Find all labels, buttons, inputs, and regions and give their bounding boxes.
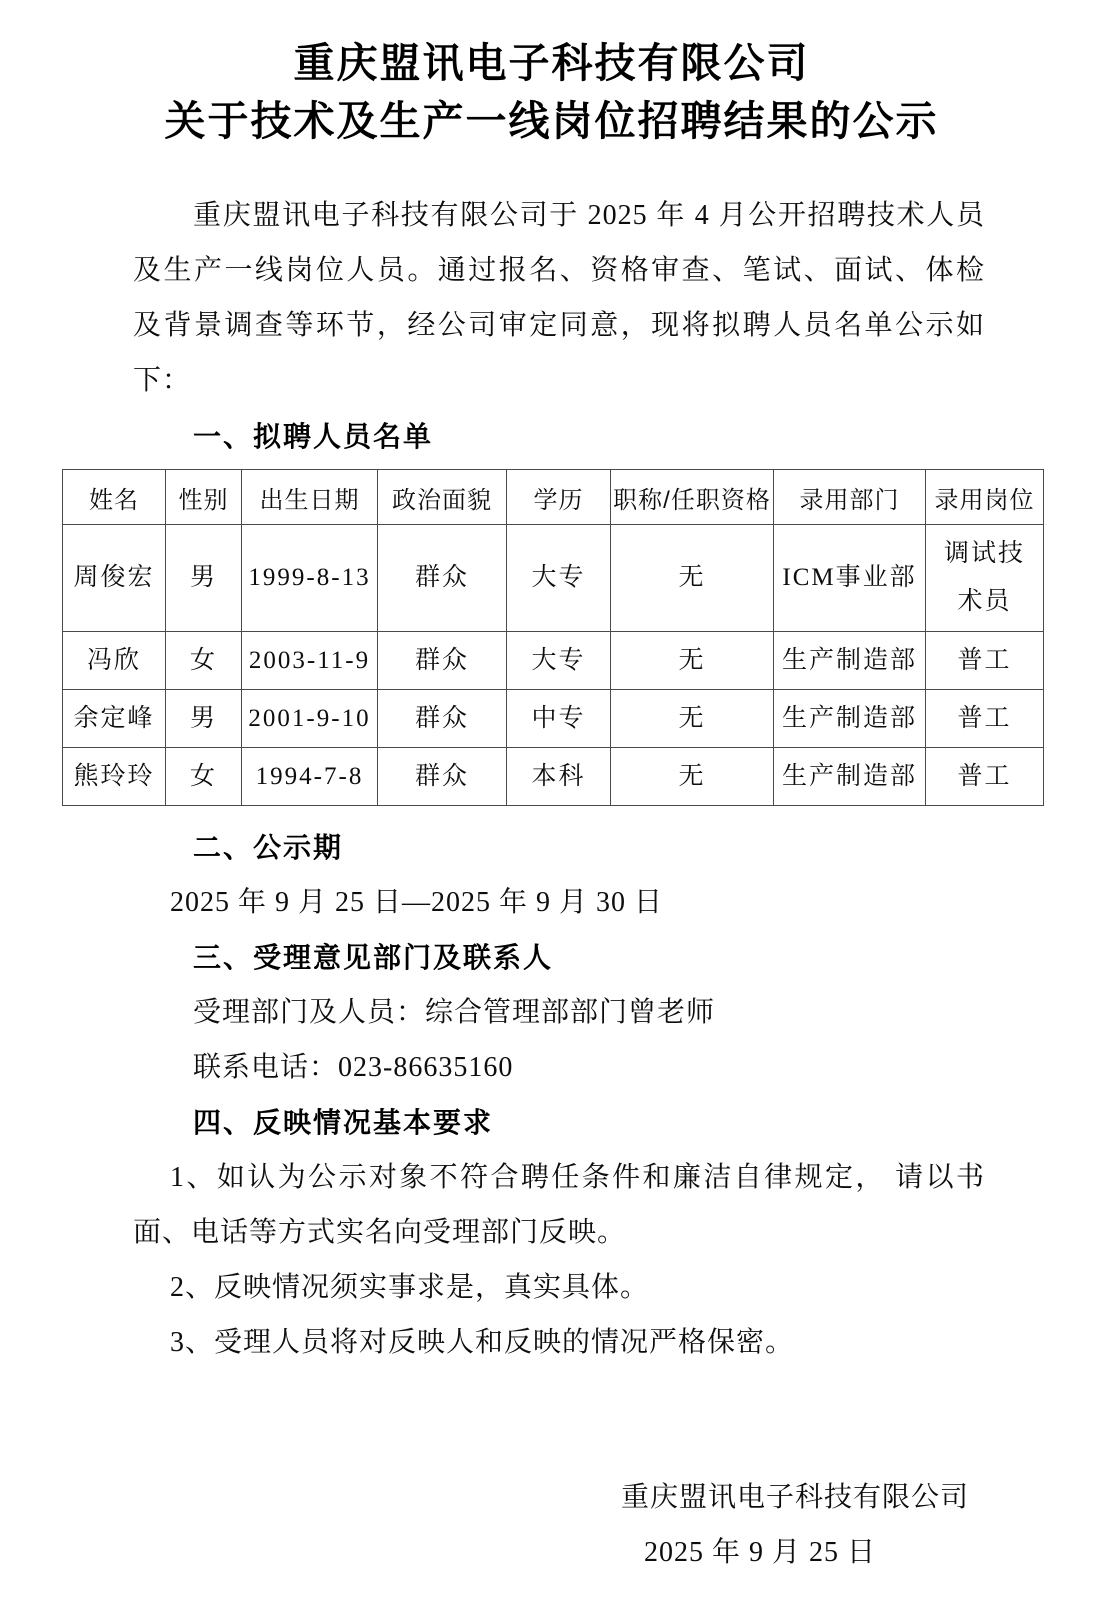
table-cell-gender: 女	[166, 632, 242, 690]
table-cell-department: 生产制造部	[774, 748, 926, 806]
table-header-cell: 录用部门	[774, 470, 926, 525]
dept-contact-line: 受理部门及人员：综合管理部部门曾老师	[193, 997, 716, 1028]
table-cell-birthdate: 2001-9-10	[242, 690, 378, 748]
table-cell-qualification: 无	[611, 525, 774, 632]
table-cell-education: 本科	[507, 748, 611, 806]
table-header-row	[63, 470, 1044, 525]
table-cell-qualification: 无	[611, 632, 774, 690]
page-title	[0, 0, 1103, 150]
intro-paragraph	[133, 188, 985, 408]
intro-line-3: 及背景调查等环节，经公司审定同意，现将拟聘人员名单公示如	[133, 310, 985, 341]
table-cell-name: 周俊宏	[63, 525, 166, 632]
table-header-cell: 性别	[166, 470, 242, 525]
table-cell-birthdate: 1994-7-8	[242, 748, 378, 806]
intro-line-4: 下：	[133, 365, 192, 396]
section-heading-requirements: 四、反映情况基本要求	[193, 1107, 494, 1138]
intro-line-2: 及生产一线岗位人员。通过报名、资格审查、笔试、面试、体检	[133, 255, 985, 286]
publicity-period: 2025 年 9 月 25 日—2025 年 9 月 30 日	[170, 887, 664, 918]
table-header-cell: 姓名	[63, 470, 166, 525]
table-cell-qualification: 无	[611, 690, 774, 748]
signature-date: 2025 年 9 月 25 日	[643, 1537, 876, 1568]
table-cell-birthdate: 1999-8-13	[242, 525, 378, 632]
table-cell-gender: 男	[166, 525, 242, 632]
section-heading-candidate-list: 一、拟聘人员名单	[193, 421, 434, 452]
section-heading-publicity-period: 二、公示期	[193, 832, 344, 863]
table-header-cell: 录用岗位	[926, 470, 1044, 525]
table-row	[63, 748, 1044, 806]
table-cell-education: 中专	[507, 690, 611, 748]
requirement-item-1-line-1: 1、如认为公示对象不符合聘任条件和廉洁自律规定， 请以书	[170, 1162, 985, 1193]
table-cell-political-status: 群众	[378, 525, 507, 632]
table-cell-qualification: 无	[611, 748, 774, 806]
table-row	[63, 632, 1044, 690]
table-cell-department: ICM事业部	[774, 525, 926, 632]
table-cell-gender: 男	[166, 690, 242, 748]
table-cell-political-status: 群众	[378, 632, 507, 690]
table-cell-position: 普工	[926, 632, 1044, 690]
requirement-item-1	[133, 1150, 985, 1260]
table-cell-name: 熊玲玲	[63, 748, 166, 806]
table-cell-name: 冯欣	[63, 632, 166, 690]
table-header-cell: 学历	[507, 470, 611, 525]
table-cell-gender: 女	[166, 748, 242, 806]
page-title-line2: 关于技术及生产一线岗位招聘结果的公示	[164, 98, 939, 144]
table-cell-birthdate: 2003-11-9	[242, 632, 378, 690]
table-cell-department: 生产制造部	[774, 632, 926, 690]
requirement-item-2: 2、反映情况须实事求是，真实具体。	[170, 1272, 650, 1303]
hire-table	[62, 469, 1044, 806]
table-cell-department: 生产制造部	[774, 690, 926, 748]
table-row	[63, 525, 1044, 632]
document-body	[133, 188, 985, 460]
table-header-cell: 出生日期	[242, 470, 378, 525]
table-cell-position: 普工	[926, 690, 1044, 748]
table-cell-position: 调试技术员	[926, 525, 1044, 632]
signature-block	[133, 1470, 985, 1580]
table-row	[63, 690, 1044, 748]
table-cell-political-status: 群众	[378, 690, 507, 748]
requirement-item-1-line-2: 面、电话等方式实名向受理部门反映。	[133, 1217, 627, 1248]
section-heading-contact: 三、受理意见部门及联系人	[193, 942, 554, 973]
signature-company: 重庆盟讯电子科技有限公司	[620, 1482, 969, 1513]
intro-line-1: 重庆盟讯电子科技有限公司于 2025 年 4 月公开招聘技术人员	[193, 200, 985, 231]
document-body-lower	[133, 820, 985, 1580]
table-cell-political-status: 群众	[378, 748, 507, 806]
requirement-item-3: 3、受理人员将对反映人和反映的情况严格保密。	[170, 1327, 795, 1358]
table-cell-name: 余定峰	[63, 690, 166, 748]
table-header-cell: 政治面貌	[378, 470, 507, 525]
table-cell-education: 大专	[507, 525, 611, 632]
table-cell-education: 大专	[507, 632, 611, 690]
table-header-cell: 职称/任职资格	[611, 470, 774, 525]
table-cell-position: 普工	[926, 748, 1044, 806]
phone-line: 联系电话：023-86635160	[193, 1052, 514, 1083]
page-title-line1: 重庆盟讯电子科技有限公司	[293, 40, 810, 86]
